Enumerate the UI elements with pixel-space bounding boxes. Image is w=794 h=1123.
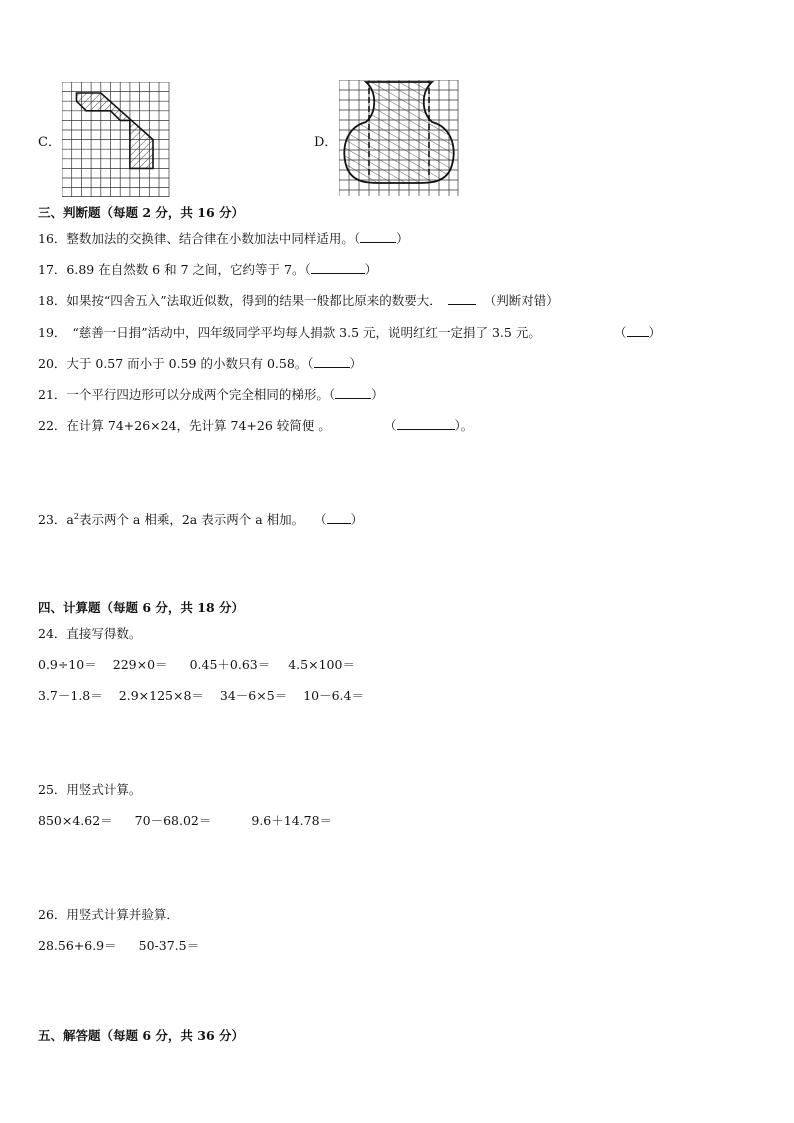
- question-17: 17．6.89 在自然数 6 和 7 之间，它约等于 7。（ ）: [38, 262, 378, 277]
- calc-item: 70－68.02＝: [134, 813, 212, 828]
- question-21: 21．一个平行四边形可以分成两个完全相同的梯形。（ ）: [38, 387, 384, 402]
- calc-row-1: [38, 655, 355, 673]
- question-24: 24．直接写得数。: [38, 626, 142, 641]
- answer-blank-23[interactable]: [327, 512, 351, 524]
- calc-row-4: [38, 936, 199, 954]
- section-5-title: 五、解答题（每题 6 分，共 36 分）: [38, 1028, 245, 1043]
- question-23: 23．$a^2$表示两个 a 相乘，2a 表示两个 a 相加。 （ ）: [38, 511, 364, 527]
- calc-row-2: [38, 686, 364, 704]
- calc-item: 34－6×5＝: [219, 688, 288, 703]
- calc-item: 2.9×125×8＝: [118, 688, 204, 703]
- section-3-title: 三、判断题（每题 2 分，共 16 分）: [38, 205, 245, 220]
- calc-row-3: [38, 811, 332, 829]
- option-d-label: D．: [314, 135, 338, 150]
- calc-item: 0.9÷10＝: [38, 657, 97, 672]
- section-4-title: 四、计算题（每题 6 分，共 18 分）: [38, 600, 245, 615]
- question-22-answer: （ ）。: [384, 418, 474, 433]
- question-20: 20．大于 0.57 而小于 0.59 的小数只有 0.58。（ ）: [38, 356, 363, 371]
- calc-item: 50-37.5＝: [138, 938, 200, 953]
- calc-item: 3.7－1.8＝: [38, 688, 103, 703]
- answer-blank-17[interactable]: [311, 262, 365, 274]
- question-22: 22．在计算 74+26×24，先计算 74+26 较简便 。: [38, 418, 331, 433]
- calc-item: 28.56+6.9＝: [38, 938, 117, 953]
- answer-blank-22[interactable]: [397, 418, 455, 430]
- question-25: 25．用竖式计算。: [38, 782, 142, 797]
- calc-item: 9.6＋14.78＝: [251, 813, 333, 828]
- answer-blank-16[interactable]: [360, 231, 396, 243]
- calc-item: 229×0＝: [112, 657, 168, 672]
- calc-item: 850×4.62＝: [38, 813, 113, 828]
- question-16: 16．整数加法的交换律、结合律在小数加法中同样适用。（ ）: [38, 231, 409, 246]
- question-19: 19． “慈善一日捐”活动中，四年级同学平均每人捐款 3.5 元，说明红红一定捐了 3.5 元。: [38, 325, 541, 340]
- calc-item: 0.45＋0.63＝: [189, 657, 271, 672]
- answer-blank-20[interactable]: [314, 356, 350, 368]
- calc-item: 4.5×100＝: [288, 657, 355, 672]
- answer-blank-21[interactable]: [335, 387, 371, 399]
- option-c-label: C．: [38, 135, 61, 150]
- question-26: 26．用竖式计算并验算．: [38, 907, 179, 922]
- option-d-vase-figure: [339, 80, 459, 196]
- option-c-grid-figure: [62, 82, 170, 197]
- answer-blank-18[interactable]: [448, 293, 476, 305]
- calc-item: 10－6.4＝: [303, 688, 364, 703]
- question-19-answer: （ ）: [614, 325, 662, 340]
- answer-blank-19[interactable]: [627, 325, 649, 337]
- question-18: 18．如果按“四舍五入”法取近似数，得到的结果一般都比原来的数要大． （判断对错）: [38, 293, 559, 308]
